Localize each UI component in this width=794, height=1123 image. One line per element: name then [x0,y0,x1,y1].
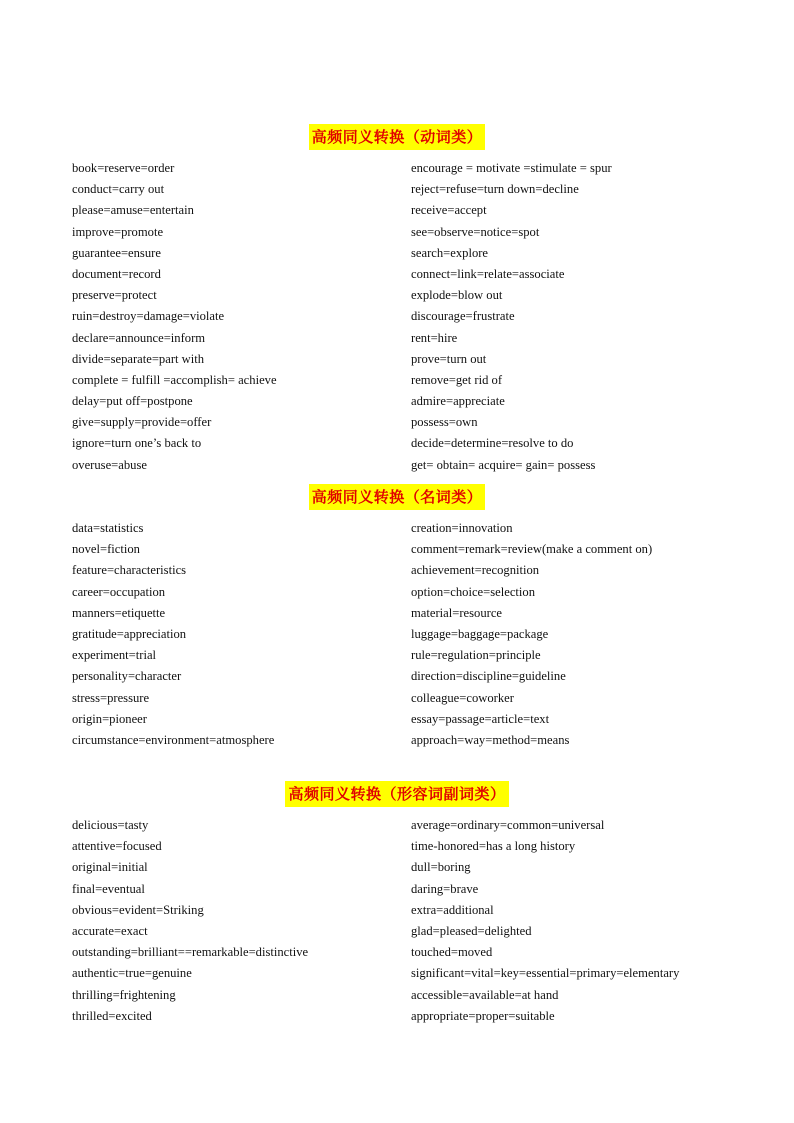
synonym-entry-left: final=eventual [72,881,145,896]
synonym-row [0,179,794,200]
synonym-entry-right: encourage = motivate =stimulate = spur [411,161,612,175]
synonym-row [0,222,794,243]
synonym-entry-left: ruin=destroy=damage=violate [72,309,225,324]
synonym-entry-right: material=resource [411,605,503,620]
synonym-row [0,328,794,349]
synonym-entry-right: decide=determine=resolve to do [411,436,574,451]
synonym-row [0,666,794,687]
synonym-entry-left: improve=promote [72,224,164,239]
synonym-entry-right: creation=innovation [411,521,513,535]
synonym-entry-left: stress=pressure [72,690,150,705]
synonym-row [0,243,794,264]
section-heading-verbs-wrap [0,124,794,150]
verb-synonym-list [0,158,794,476]
synonym-row [0,836,794,857]
synonym-entry-right: comment=remark=review(make a comment on) [411,542,653,557]
section-heading-verbs: 高频同义转换（动词类） [309,124,486,150]
synonym-row [0,370,794,391]
synonym-entry-left: origin=pioneer [72,711,147,726]
synonym-row [0,624,794,645]
synonym-row [0,645,794,666]
synonym-row [0,857,794,878]
synonym-row [0,560,794,581]
synonym-entry-right: extra=additional [411,902,494,917]
synonym-row [0,412,794,433]
synonym-row [0,433,794,454]
synonym-entry-right: touched=moved [411,945,493,960]
synonym-entry-right: approach=way=method=means [411,732,570,747]
synonym-entry-right: direction=discipline=guideline [411,669,566,684]
synonym-row [0,200,794,221]
synonym-entry-right: significant=vital=key=essential=primary=elementary [411,966,680,981]
synonym-entry-left: circumstance=environment=atmosphere [72,732,275,747]
synonym-entry-left: divide=separate=part with [72,351,205,366]
synonym-entry-left: document=record [72,266,161,281]
synonym-row [0,264,794,285]
adjective-synonym-list [0,815,794,1027]
synonym-entry-right: appropriate=proper=suitable [411,1008,555,1023]
noun-synonym-list [0,518,794,751]
section-heading-adjectives: 高频同义转换（形容词副词类） [285,781,508,807]
synonym-entry-right: search=explore [411,245,489,260]
synonym-row [0,518,794,539]
synonym-entry-right: rule=regulation=principle [411,648,541,663]
section-heading-nouns-wrap [0,484,794,510]
synonym-row [0,730,794,751]
synonym-entry-left: experiment=trial [72,648,157,663]
synonym-entry-left: attentive=focused [72,839,162,854]
synonym-row [0,455,794,476]
synonym-entry-left: please=amuse=entertain [72,203,194,218]
synonym-entry-right: receive=accept [411,203,487,218]
synonym-entry-right: rent=hire [411,330,458,345]
synonym-entry-right: achievement=recognition [411,563,540,578]
synonym-entry-left: authentic=true=genuine [72,966,192,981]
synonym-entry-left: novel=fiction [72,542,140,557]
synonym-entry-right: glad=pleased=delighted [411,923,532,938]
synonym-row [0,391,794,412]
synonym-entry-right: option=choice=selection [411,584,536,599]
synonym-row [0,306,794,327]
synonym-row [0,709,794,730]
synonym-entry-right: time-honored=has a long history [411,839,576,854]
synonym-entry-left: feature=characteristics [72,563,187,578]
synonym-row [0,349,794,370]
synonym-entry-left: overuse=abuse [72,457,147,472]
synonym-entry-left: complete = fulfill =accomplish= achieve [72,372,277,387]
synonym-entry-right: connect=link=relate=associate [411,266,565,281]
synonym-entry-left: personality=character [72,669,182,684]
synonym-entry-left: data=statistics [72,521,144,535]
synonym-row [0,1006,794,1027]
synonym-entry-right: daring=brave [411,881,479,896]
synonym-entry-left: delay=put off=postpone [72,394,193,409]
synonym-row [0,688,794,709]
synonym-entry-left: preserve=protect [72,288,157,303]
synonym-entry-left: outstanding=brilliant==remarkable=distinctive [72,945,309,960]
synonym-entry-right: average=ordinary=common=universal [411,818,605,832]
synonym-row [0,963,794,984]
synonym-entry-right: possess=own [411,415,478,430]
synonym-row [0,985,794,1006]
synonym-entry-left: give=supply=provide=offer [72,415,212,430]
synonym-entry-right: colleague=coworker [411,690,514,705]
synonym-entry-right: admire=appreciate [411,394,505,409]
synonym-entry-left: thrilling=frightening [72,987,176,1002]
synonym-entry-left: original=initial [72,860,148,875]
synonym-entry-right: discourage=frustrate [411,309,515,324]
synonym-entry-left: thrilled=excited [72,1008,152,1023]
section-heading-nouns: 高频同义转换（名词类） [309,484,486,510]
synonym-row [0,539,794,560]
synonym-row [0,879,794,900]
synonym-entry-left: delicious=tasty [72,818,149,832]
synonym-entry-right: accessible=available=at hand [411,987,559,1002]
synonym-entry-right: remove=get rid of [411,372,503,387]
synonym-entry-left: manners=etiquette [72,605,166,620]
synonym-entry-left: conduct=carry out [72,182,165,197]
synonym-row [0,942,794,963]
synonym-entry-right: reject=refuse=turn down=decline [411,182,579,197]
synonym-entry-right: get= obtain= acquire= gain= possess [411,457,596,472]
synonym-entry-right: prove=turn out [411,351,487,366]
synonym-entry-right: essay=passage=article=text [411,711,550,726]
synonym-entry-right: dull=boring [411,860,471,875]
synonym-entry-left: ignore=turn one’s back to [72,436,202,451]
synonym-entry-left: gratitude=appreciation [72,626,187,641]
synonym-entry-left: declare=announce=inform [72,330,206,345]
synonym-entry-left: accurate=exact [72,923,148,938]
synonym-row [0,285,794,306]
synonym-row [0,815,794,836]
synonym-entry-left: obvious=evident=Striking [72,902,204,917]
synonym-row [0,158,794,179]
synonym-entry-right: explode=blow out [411,288,503,303]
synonym-row [0,921,794,942]
synonym-row [0,582,794,603]
section-heading-adjectives-wrap [0,781,794,807]
synonym-entry-left: book=reserve=order [72,161,175,175]
synonym-entry-left: guarantee=ensure [72,245,161,260]
synonym-entry-left: career=occupation [72,584,166,599]
synonym-entry-right: see=observe=notice=spot [411,224,540,239]
synonym-row [0,900,794,921]
synonym-entry-right: luggage=baggage=package [411,626,549,641]
synonym-row [0,603,794,624]
